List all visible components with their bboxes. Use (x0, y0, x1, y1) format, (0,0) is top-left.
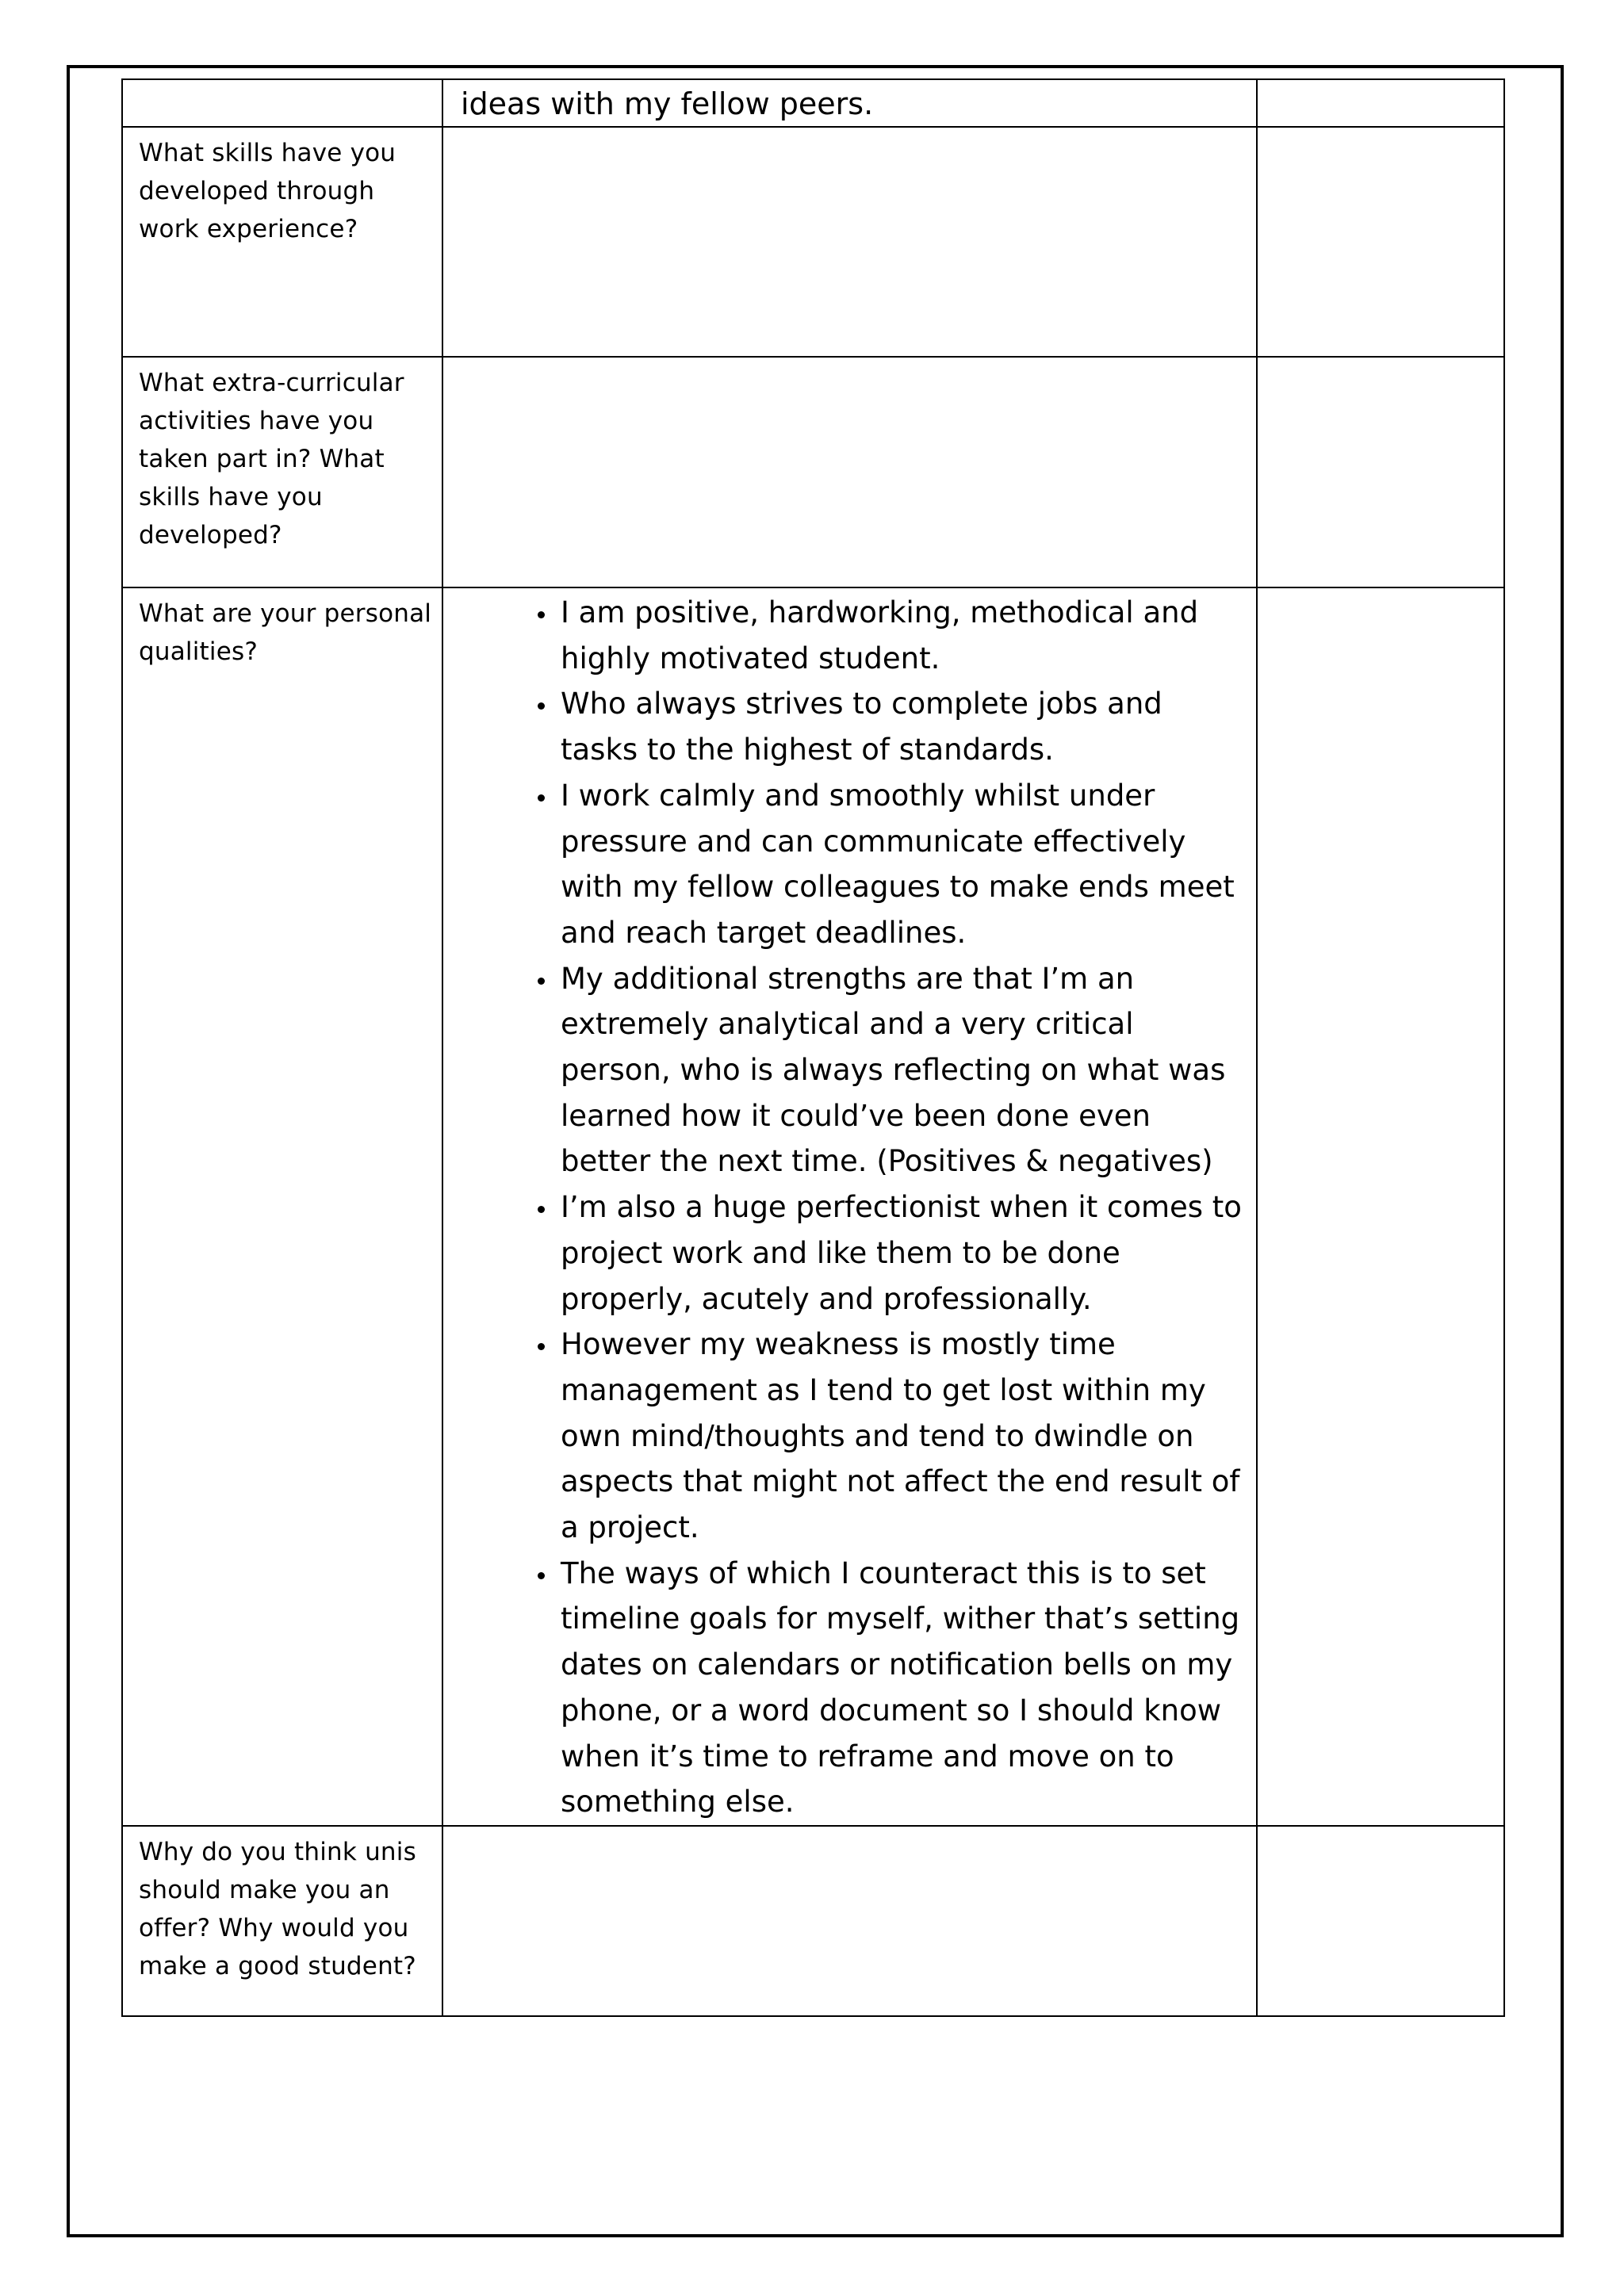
personal-qualities-list (443, 590, 1256, 1825)
question-cell (122, 357, 442, 587)
question-cell (122, 1826, 442, 2016)
personal-statement-table (121, 78, 1505, 2017)
answer-text: ideas with my fellow peers. (461, 86, 874, 121)
extra-cell[interactable] (1257, 587, 1504, 1826)
answer-cell[interactable] (442, 357, 1257, 587)
extra-cell[interactable] (1257, 127, 1504, 357)
question-cell (122, 79, 442, 127)
question-cell (122, 127, 442, 357)
table-row (122, 127, 1504, 357)
question-cell (122, 587, 442, 1826)
extra-cell[interactable] (1257, 1826, 1504, 2016)
table-row (122, 587, 1504, 1826)
answer-cell[interactable] (442, 1826, 1257, 2016)
table-row (122, 79, 1504, 127)
table-row (122, 357, 1504, 587)
table-row (122, 1826, 1504, 2016)
question-text: What extra-curricular activities have you taken part in? What skills have you developed? (139, 369, 404, 549)
question-text: What skills have you developed through work experience? (139, 139, 396, 243)
answer-cell[interactable] (442, 587, 1257, 1826)
list-item: • My additional strengths are that I’m an extremely analytical and a very critical person, who is always reflecting on what was learned how it could’ve been done even better the next time. (Positives & negatives) (557, 956, 1247, 1185)
list-item: • Who always strives to complete jobs and tasks to the highest of standards. (557, 681, 1247, 772)
answer-cell[interactable] (442, 79, 1257, 127)
answer-text (443, 128, 1256, 129)
question-text (123, 80, 442, 86)
question-text: What are your personal qualities? (139, 599, 432, 666)
extra-cell[interactable] (1257, 79, 1504, 127)
list-item: • I work calmly and smoothly whilst under pressure and can communicate effectively with my fellow colleagues to make ends meet and reach target deadlines. (557, 773, 1247, 956)
list-item: • I’m also a huge perfectionist when it comes to project work and like them to be done properly, acutely and professionally. (557, 1184, 1247, 1322)
list-item: • I am positive, hardworking, methodical and highly motivated student. (557, 590, 1247, 681)
list-item: • However my weakness is mostly time management as I tend to get lost within my own mind/thoughts and tend to dwindle on aspects that might not affect the end result of a project. (557, 1322, 1247, 1551)
answer-text (443, 358, 1256, 359)
answer-text (443, 1827, 1256, 1828)
extra-cell[interactable] (1257, 357, 1504, 587)
list-item: • The ways of which I counteract this is to set timeline goals for myself, wither that’s setting dates on calendars or notification bells on my phone, or a word document so I should know when it’s time to reframe and move on to something else. (557, 1551, 1247, 1825)
answer-cell[interactable] (442, 127, 1257, 357)
question-text: Why do you think unis should make you an offer? Why would you make a good student? (139, 1837, 416, 1980)
